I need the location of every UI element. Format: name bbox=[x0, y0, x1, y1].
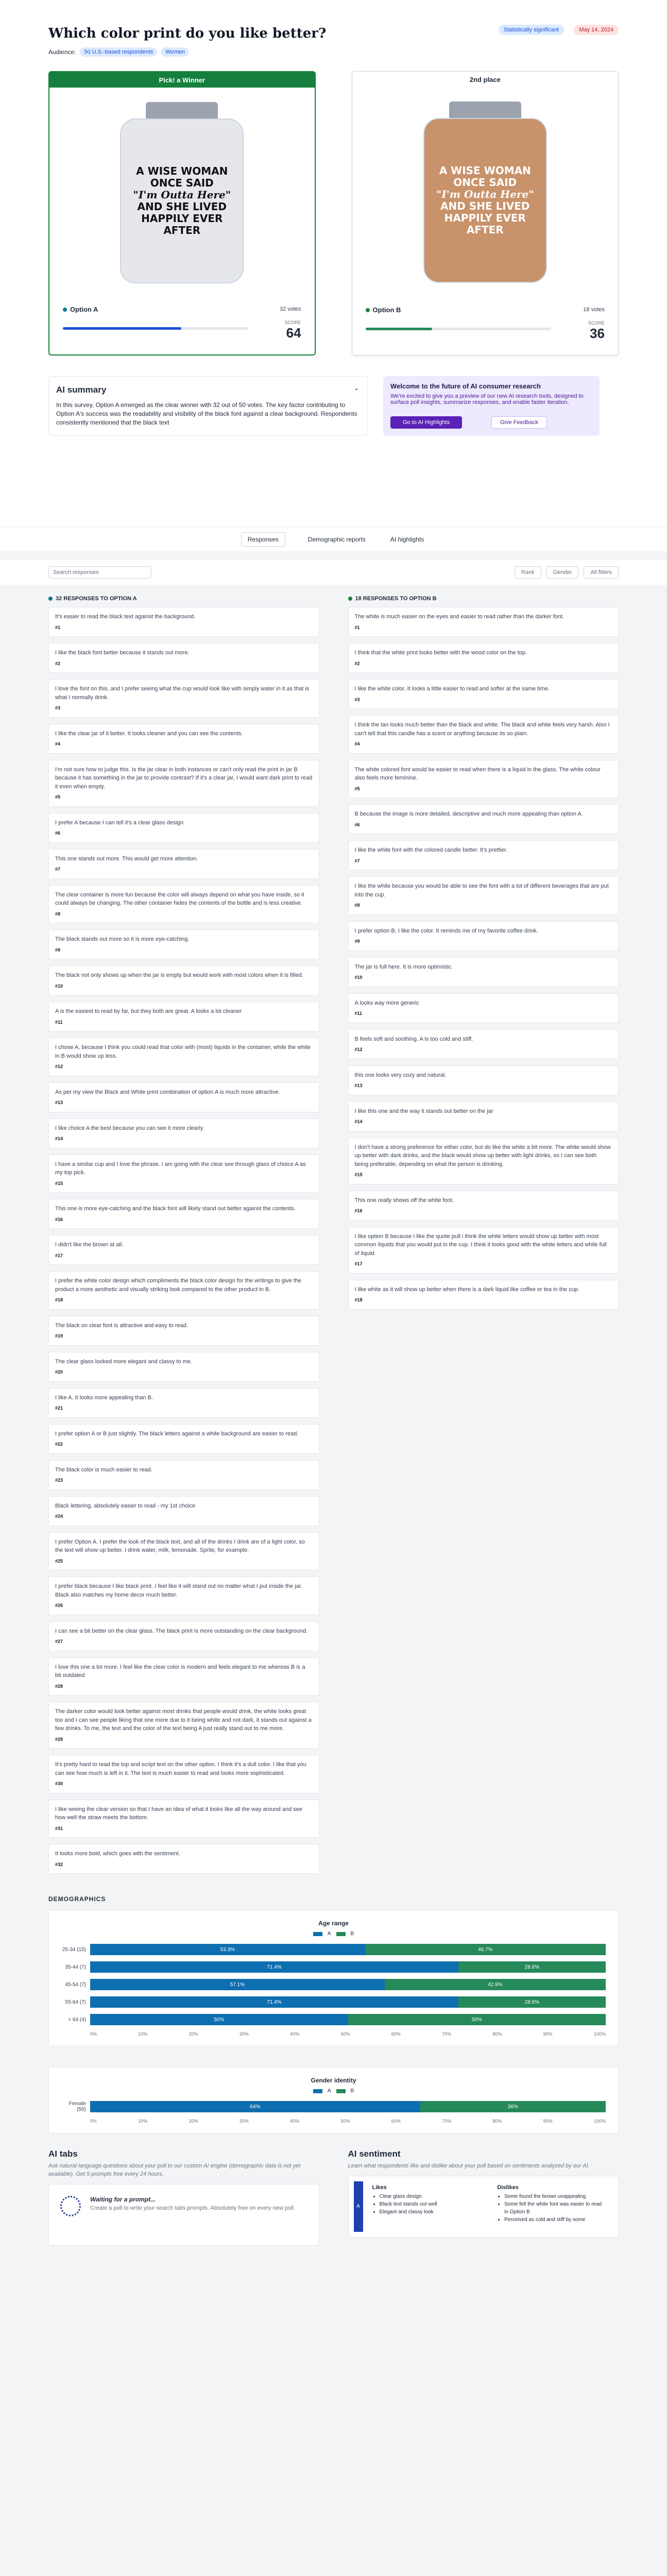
row-label: > 64 (4) bbox=[68, 2016, 86, 2023]
response-text: The black on clear font is attractive and easy to read. bbox=[55, 1322, 189, 1329]
response-card bbox=[348, 715, 619, 754]
axis-tick: 90% bbox=[543, 2031, 553, 2037]
option-b-card[interactable] bbox=[352, 71, 619, 355]
response-card bbox=[48, 760, 319, 807]
ai-sentiment-desc: Learn what respondents like and dislike about your poll based on sentiments analyzed by our AI. bbox=[348, 2163, 590, 2169]
response-text: A looks way more generic bbox=[354, 999, 419, 1006]
response-text: I like choice A the best because you can see it more clearly. bbox=[55, 1125, 204, 1131]
bar-a[interactable]: 64% bbox=[90, 2101, 420, 2112]
promo-title: Welcome to the future of AI consumer research bbox=[390, 382, 541, 390]
ai-tabs-title: AI tabs bbox=[48, 2149, 78, 2159]
option-b-bar bbox=[366, 328, 551, 330]
response-rank: #12 bbox=[354, 1047, 363, 1052]
response-card bbox=[48, 965, 319, 995]
chart-row bbox=[61, 2101, 606, 2112]
response-card bbox=[348, 643, 619, 673]
response-rank: #16 bbox=[55, 1216, 63, 1222]
response-rank: #17 bbox=[354, 1261, 363, 1266]
responses-b-title: 18 RESPONSES TO OPTION B bbox=[348, 596, 619, 602]
response-rank: #3 bbox=[55, 705, 61, 710]
bar-track bbox=[90, 1996, 606, 2008]
chart-axis bbox=[90, 2031, 606, 2037]
response-text: I love the font on this, and I prefer seeing what the cup would look like with simply water in it as that is what I normally drink. bbox=[55, 686, 310, 701]
response-card bbox=[48, 1844, 319, 1874]
bar-track bbox=[90, 2014, 606, 2025]
response-rank: #8 bbox=[55, 911, 61, 917]
axis-tick: 50% bbox=[340, 2119, 350, 2124]
filter-bar bbox=[0, 560, 667, 585]
response-rank: #3 bbox=[354, 697, 360, 702]
response-rank: #29 bbox=[55, 1736, 63, 1742]
bar-track bbox=[90, 1944, 606, 1955]
response-text: The black color is much easier to read. bbox=[55, 1466, 152, 1473]
bar-track bbox=[90, 1961, 606, 1973]
response-card bbox=[48, 1388, 319, 1418]
response-rank: #22 bbox=[55, 1442, 63, 1447]
ai-summary-text: In this survey, Option A emerged as the clear winner with 32 out of 50 votes. The key factor contributing to Option A's success was the readability and visibility of the black font against a clear background. Respondents consistently mentioned that the black text bbox=[56, 401, 357, 427]
tab-responses[interactable]: Responses bbox=[241, 532, 285, 547]
response-card bbox=[348, 957, 619, 987]
row-label: 45-54 (7) bbox=[65, 1981, 86, 1988]
dislikes-list: Dislikes • Some found the brown unappealing • Some felt the white font was easier to read in Option B • Perceived as cold and stiff by some bbox=[488, 2181, 613, 2232]
ai-tabs-panel bbox=[48, 2149, 319, 2246]
ai-row bbox=[48, 376, 619, 436]
option-a-bar-fill bbox=[63, 327, 181, 330]
response-card bbox=[348, 607, 619, 637]
gender-select[interactable]: Gender bbox=[546, 566, 579, 579]
waiting-text: Waiting for a prompt... bbox=[90, 2195, 156, 2203]
axis-tick: 90% bbox=[543, 2119, 553, 2124]
chevron-down-icon[interactable]: ⌄ bbox=[353, 384, 359, 392]
response-card bbox=[348, 1101, 619, 1131]
row-label: 35-44 (7) bbox=[65, 1964, 86, 1970]
response-card bbox=[48, 1002, 319, 1031]
response-rank: #26 bbox=[55, 1603, 63, 1608]
second-header: 2nd place bbox=[469, 75, 501, 83]
response-rank: #14 bbox=[354, 1119, 363, 1124]
sentiment-box bbox=[348, 2176, 619, 2238]
all-filters-button[interactable]: All filters bbox=[584, 566, 619, 579]
row-label: 25-34 (15) bbox=[62, 1946, 86, 1953]
axis-tick: 40% bbox=[290, 2119, 300, 2124]
bar-b[interactable]: 36% bbox=[420, 2101, 606, 2112]
response-rank: #6 bbox=[354, 822, 360, 827]
response-rank: #2 bbox=[354, 660, 360, 666]
axis-tick: 10% bbox=[138, 2119, 148, 2124]
jar-print: A WISE WOMAN ONCE SAID "I'm Outta Here" AND SHE LIVED HAPPILY EVER AFTER bbox=[423, 118, 547, 283]
response-text: It looks more bold, which goes with the sentiment. bbox=[55, 1851, 180, 1857]
demographics-section bbox=[0, 1895, 667, 2133]
response-text: The black not only shows up when the jar is empty but would work with most colors when it is filled. bbox=[55, 972, 303, 978]
option-a-votes: 32 votes bbox=[279, 306, 301, 312]
response-rank: #2 bbox=[55, 660, 61, 666]
response-rank: #16 bbox=[354, 1208, 363, 1213]
response-card bbox=[348, 1280, 619, 1310]
chart-row bbox=[61, 1979, 606, 1990]
response-rank: #9 bbox=[354, 939, 360, 944]
response-rank: #12 bbox=[55, 1064, 63, 1069]
response-rank: #30 bbox=[55, 1781, 63, 1786]
response-text: I prefer option A or B just slightly. The black letters against a white background are easier to read. bbox=[55, 1430, 299, 1437]
row-label: 55-64 (7) bbox=[65, 1999, 86, 2005]
likes-list: Likes • Clear glass design • Black text stands out well • Elegant and classy look bbox=[363, 2181, 488, 2232]
response-card bbox=[48, 885, 319, 924]
sentiment-option-label: A bbox=[354, 2181, 363, 2232]
option-b-label: Option B bbox=[366, 306, 401, 314]
response-card bbox=[48, 679, 319, 718]
response-card bbox=[48, 813, 319, 843]
response-rank: #11 bbox=[55, 1019, 63, 1025]
gender-chart bbox=[48, 2067, 619, 2133]
response-text: Black lettering, absolutely easier to read - my 1st choice bbox=[55, 1502, 196, 1509]
response-card bbox=[48, 1460, 319, 1490]
jar-lid bbox=[146, 102, 218, 121]
spinner-icon bbox=[60, 2196, 81, 2216]
response-text: As per my view the Black and White print combination of option A is much more attractive. bbox=[55, 1089, 280, 1095]
tab-bar bbox=[0, 527, 667, 551]
audience-tag[interactable]: Women bbox=[161, 47, 189, 57]
response-card bbox=[48, 1702, 319, 1749]
response-card bbox=[48, 1118, 319, 1148]
response-rank: #18 bbox=[354, 1297, 363, 1302]
response-rank: #31 bbox=[55, 1825, 63, 1831]
option-dot-icon bbox=[366, 308, 370, 312]
response-card bbox=[48, 929, 319, 959]
response-text: I think that the white print looks better with the wood color on the top. bbox=[354, 650, 527, 656]
response-text: This one stands out more. This would get more attention. bbox=[55, 855, 198, 862]
response-card bbox=[48, 1657, 319, 1696]
response-card bbox=[348, 876, 619, 915]
response-card bbox=[48, 643, 319, 673]
response-rank: #6 bbox=[55, 831, 61, 836]
bar-track bbox=[90, 1979, 606, 1990]
bar-b[interactable]: 42.9% bbox=[385, 1979, 606, 1990]
response-text: I don't have a strong preference for either color, but do like the white a bit more. The white would show up better with dark drinks, and the black would show up better with light drinks, so I can see both being preferable, depending on what the person is drinking. bbox=[354, 1144, 611, 1167]
axis-tick: 70% bbox=[442, 2119, 452, 2124]
page-title: Which color print do you like better? bbox=[48, 26, 327, 41]
response-rank: #10 bbox=[354, 975, 363, 980]
response-card bbox=[348, 993, 619, 1023]
response-card bbox=[348, 840, 619, 870]
ai-promo bbox=[383, 376, 600, 436]
response-card bbox=[348, 1138, 619, 1184]
audience-pill[interactable]: 50 U.S.-based respondents bbox=[80, 47, 157, 57]
response-text: I prefer the white color design which compliments the black color design for the writings to give the product a more aesthetic and visually striking look compared to the other product in B. bbox=[55, 1278, 302, 1293]
option-cards bbox=[48, 71, 619, 355]
bar-b[interactable]: 46.7% bbox=[365, 1944, 606, 1955]
response-rank: #11 bbox=[354, 1011, 363, 1016]
responses-section bbox=[0, 596, 667, 1880]
response-rank: #14 bbox=[55, 1136, 63, 1141]
response-text: I like option B because I like the quote pull i think the white letters would show up better with most common liquids that you would put in the cup. I think it looks good with the white letters and while full of liquid. bbox=[354, 1233, 607, 1257]
responses-a bbox=[48, 596, 319, 1880]
response-text: I like white as it will show up better when there is a dark liquid like coffee or tea in the cup. bbox=[354, 1286, 579, 1293]
axis-tick: 20% bbox=[189, 2119, 198, 2124]
bar-a[interactable]: 71.4% bbox=[90, 1961, 458, 1973]
response-card bbox=[48, 1271, 319, 1310]
bar-b[interactable]: 50% bbox=[348, 2014, 606, 2025]
response-text: I like this one and the way it stands out better on the jar bbox=[354, 1108, 493, 1114]
response-rank: #23 bbox=[55, 1478, 63, 1483]
response-text: I like the white font with the colored candle better. It's prettier. bbox=[354, 847, 508, 853]
response-rank: #4 bbox=[354, 741, 360, 747]
demographics-title: DEMOGRAPHICS bbox=[48, 1895, 106, 1903]
response-card bbox=[48, 1199, 319, 1229]
axis-tick: 80% bbox=[492, 2031, 502, 2037]
bar-b[interactable]: 28.6% bbox=[458, 1996, 606, 2008]
response-text: I like seeing the clear version so that I have an idea of what it looks like all the way around and see how well the straw meets the bottom. bbox=[55, 1806, 303, 1821]
bar-b[interactable]: 28.6% bbox=[458, 1961, 606, 1973]
response-card bbox=[48, 1496, 319, 1526]
response-text: I have a similar cup and I love the phrase. I am going with the clear see through glass of choice A as my top pick. bbox=[55, 1161, 306, 1176]
response-rank: #4 bbox=[55, 741, 61, 747]
chart-legend: A B bbox=[61, 2088, 606, 2094]
response-text: I like the white because you would be able to see the font with a lot of different beverages that are put into the cup. bbox=[354, 883, 609, 898]
response-rank: #7 bbox=[354, 858, 360, 863]
gender-chart-title: Gender identity bbox=[311, 2077, 356, 2084]
response-card bbox=[48, 1038, 319, 1076]
response-text: I like the clear jar of it better. It looks cleaner and you can see the contents. bbox=[55, 730, 243, 737]
response-text: I think the tan looks much better than the black and white. The black and white feels very harsh. Also I can't tell that this candle has a scent or anything because its so plain. bbox=[354, 722, 610, 737]
axis-tick: 70% bbox=[442, 2031, 452, 2037]
option-a-image[interactable] bbox=[79, 93, 285, 289]
jar-lid bbox=[449, 101, 521, 120]
option-a-label: Option A bbox=[63, 306, 98, 313]
response-text: It's easier to read the black text against the background. bbox=[55, 614, 196, 620]
jar-print: A WISE WOMAN ONCE SAID "I'm Outta Here" AND SHE LIVED HAPPILY EVER AFTER bbox=[120, 118, 244, 283]
option-b-image[interactable] bbox=[382, 92, 588, 288]
option-b-score: SCORE 36 bbox=[588, 320, 605, 341]
response-rank: #17 bbox=[55, 1252, 63, 1258]
response-rank: #25 bbox=[55, 1558, 63, 1564]
axis-tick: 50% bbox=[340, 2031, 350, 2037]
row-label: Female (50) bbox=[69, 2101, 86, 2112]
response-text: B because the image is more detailed, descriptive and much more appealing than option A. bbox=[354, 811, 583, 817]
response-card bbox=[48, 1621, 319, 1651]
ai-summary-title: AI summary bbox=[56, 385, 107, 395]
chart-legend: A B bbox=[61, 1931, 606, 1937]
axis-tick: 60% bbox=[391, 2119, 401, 2124]
promo-text: We're excited to give you a preview of our new AI research tools, designed to surface poll insights, summarize responses, and enable faster iteration. bbox=[390, 393, 584, 405]
response-text: I prefer A because I can tell it's a clear glass design. bbox=[55, 819, 185, 826]
axis-tick: 20% bbox=[189, 2031, 198, 2037]
chart-row bbox=[61, 2014, 606, 2025]
response-text: The darker color would look better against most drinks that people would drink, the white looks great too and I can see people liking that one more due to it being white and not dark, it stands out against a few drinks. To me, the text and the color of the text being A just really stand out to me more. bbox=[55, 1708, 312, 1732]
response-rank: #15 bbox=[55, 1180, 63, 1186]
response-rank: #13 bbox=[354, 1083, 363, 1088]
audience-label: Audience: bbox=[48, 48, 76, 56]
search-input[interactable]: Search responses bbox=[48, 566, 151, 579]
response-rank: #19 bbox=[55, 1333, 63, 1338]
response-text: A is the easiest to read by far, but they both are great. A looks a lot cleaner bbox=[55, 1008, 242, 1014]
bar-a[interactable]: 53.3% bbox=[90, 1944, 365, 1955]
audience-row bbox=[48, 47, 619, 57]
ai-tabs-desc: Ask natural language questions about your poll to our custom AI engine (demographic data is not yet available). Get 5 prompts free every 24 hours. bbox=[48, 2163, 301, 2177]
response-text: B feels soft and soothing. A is too cold and stiff. bbox=[354, 1036, 473, 1042]
option-dot-icon bbox=[48, 597, 53, 601]
chart-row bbox=[61, 1961, 606, 1973]
response-text: I love this one a lot more. I feel like the clear color is modern and feels elegant to me whereas B is a bit outdated bbox=[55, 1664, 305, 1679]
response-card bbox=[48, 1082, 319, 1112]
option-dot-icon bbox=[63, 308, 67, 312]
axis-tick: 40% bbox=[290, 2031, 300, 2037]
chart-row bbox=[61, 1996, 606, 2008]
response-card bbox=[348, 1227, 619, 1274]
axis-tick: 30% bbox=[239, 2031, 249, 2037]
option-b-votes: 18 votes bbox=[583, 307, 605, 313]
waiting-sub: Create a poll to write your search tabs prompts. Absolutely free on every new poll. bbox=[90, 2205, 296, 2211]
response-rank: #13 bbox=[55, 1100, 63, 1105]
axis-tick: 0% bbox=[90, 2119, 97, 2124]
response-text: It's pretty hard to read the top and script text on the other option. I think it's a dull color. I like that you can see how much is left in it. The text is much easier to read and looks more sophisticated. bbox=[55, 1761, 306, 1776]
response-card bbox=[48, 1316, 319, 1346]
sort-select[interactable]: Rank bbox=[515, 566, 541, 579]
axis-tick: 0% bbox=[90, 2031, 97, 2037]
response-text: I like the white color. It looks a little easier to read and softer at the same time. bbox=[354, 686, 550, 692]
option-a-bar bbox=[63, 327, 248, 330]
ai-bottom-section bbox=[0, 2149, 667, 2246]
response-rank: #9 bbox=[55, 947, 61, 953]
response-card bbox=[348, 921, 619, 951]
ai-summary bbox=[48, 376, 368, 436]
axis-tick: 60% bbox=[391, 2031, 401, 2037]
axis-tick: 10% bbox=[138, 2031, 148, 2037]
ai-sentiment-panel bbox=[348, 2149, 619, 2246]
response-text: This one is more eye-catching and the black font will likely stand out better against the contents. bbox=[55, 1206, 296, 1212]
axis-tick: 100% bbox=[593, 2119, 606, 2124]
response-card bbox=[348, 1191, 619, 1221]
option-a-card[interactable] bbox=[48, 71, 316, 355]
response-text: I chose A, because I think you could read that color with (most) liquids in the container, while the white in B would show up less. bbox=[55, 1044, 311, 1059]
response-rank: #10 bbox=[55, 983, 63, 989]
bar-a[interactable]: 57.1% bbox=[90, 1979, 385, 1990]
response-rank: #28 bbox=[55, 1683, 63, 1689]
response-text: I prefer option B. I like the color. It reminds me of my favorite coffee drink. bbox=[354, 927, 538, 934]
response-rank: #1 bbox=[55, 624, 61, 630]
response-text: I prefer Option A. I prefer the look of the black text, and all of the drinks I drink are of a light color, so the text will show up better. I drink water, milk, lemonade, Sprite, for example. bbox=[55, 1538, 305, 1553]
chart-axis bbox=[90, 2119, 606, 2124]
age-chart bbox=[48, 1910, 619, 2046]
prompt-box[interactable] bbox=[48, 2184, 319, 2246]
response-text: This one really shows off the white font. bbox=[354, 1197, 454, 1204]
response-text: I can see a bit better on the clear glass. The black print is more outstanding on the clear background. bbox=[55, 1628, 308, 1634]
response-card bbox=[48, 1800, 319, 1838]
age-chart-title: Age range bbox=[318, 1920, 349, 1927]
response-card bbox=[48, 1155, 319, 1193]
option-b-bar-fill bbox=[366, 328, 433, 330]
response-rank: #27 bbox=[55, 1639, 63, 1644]
response-rank: #8 bbox=[354, 903, 360, 908]
tab-demographics[interactable]: Demographic reports bbox=[307, 535, 366, 543]
response-card bbox=[48, 1235, 319, 1265]
bar-a[interactable]: 50% bbox=[90, 2014, 348, 2025]
response-rank: #1 bbox=[354, 624, 360, 630]
response-card bbox=[348, 1065, 619, 1095]
axis-tick: 80% bbox=[492, 2119, 502, 2124]
response-card bbox=[48, 1532, 319, 1571]
bar-track bbox=[90, 2101, 606, 2112]
ai-sentiment-title: AI sentiment bbox=[348, 2149, 401, 2159]
response-rank: #20 bbox=[55, 1369, 63, 1375]
bar-a[interactable]: 71.4% bbox=[90, 1996, 458, 2008]
response-rank: #24 bbox=[55, 1514, 63, 1519]
response-text: I'm not sure how to judge this. Is the jar clear in both instances or can't only read the print in jar B because it has something in the jar to provide contrast? If it's a clear jar, I would want dark print to read it even when empty. bbox=[55, 766, 313, 790]
response-rank: #5 bbox=[55, 794, 61, 800]
response-rank: #18 bbox=[55, 1297, 63, 1302]
feedback-button[interactable]: Give Feedback bbox=[491, 416, 547, 429]
response-card bbox=[348, 679, 619, 709]
response-text: The black stands out more so it is more eye-catching. bbox=[55, 936, 190, 942]
response-card bbox=[48, 1424, 319, 1454]
response-rank: #7 bbox=[55, 867, 61, 872]
response-card bbox=[48, 849, 319, 879]
option-dot-icon bbox=[348, 597, 352, 601]
responses-b bbox=[348, 596, 619, 1880]
response-text: I prefer black because I like black print. I feel like it will stand out no matter what I put inside the jar. Black also matches my home decor much better. bbox=[55, 1583, 302, 1598]
response-rank: #21 bbox=[55, 1405, 63, 1411]
response-card bbox=[348, 804, 619, 834]
response-rank: #15 bbox=[354, 1172, 363, 1177]
response-rank: #5 bbox=[354, 786, 360, 791]
response-text: I like the black font better because it stands out more. bbox=[55, 650, 190, 656]
response-text: The clear glass looked more elegant and classy to me. bbox=[55, 1358, 192, 1365]
response-text: I like A. It looks more appealing than B. bbox=[55, 1394, 153, 1401]
response-text: The jar is full here. It is more optimistic. bbox=[354, 963, 453, 970]
chart-row bbox=[61, 1944, 606, 1955]
response-text: this one looks very cozy and natural. bbox=[354, 1072, 447, 1078]
header-section bbox=[0, 0, 667, 551]
response-card bbox=[48, 1577, 319, 1615]
axis-tick: 100% bbox=[593, 2031, 606, 2037]
date-badge: May 14, 2024 bbox=[574, 25, 619, 35]
response-text: The clear container is more fun because the color will always depend on what you have inside, so it could always be changing. The other container hides the contents of the bottle and is less creative. bbox=[55, 891, 304, 906]
responses-a-title: 32 RESPONSES TO OPTION A bbox=[48, 596, 319, 602]
option-a-score: SCORE 64 bbox=[284, 320, 301, 341]
response-card bbox=[348, 760, 619, 799]
axis-tick: 30% bbox=[239, 2119, 249, 2124]
response-text: I didn't like the brown at all. bbox=[55, 1242, 124, 1248]
response-card bbox=[48, 1352, 319, 1382]
response-card bbox=[48, 607, 319, 637]
response-card bbox=[48, 724, 319, 754]
winner-header: Pick! a Winner bbox=[49, 72, 315, 88]
response-text: The white colored font would be easier to read when there is a liquid in the glass. The white colour also feels more feminine. bbox=[354, 766, 601, 781]
tab-ai-highlights[interactable]: AI highlights bbox=[390, 535, 424, 543]
response-text: The white is much easier on the eyes and easier to read rather than the darker font. bbox=[354, 614, 565, 620]
significance-badge: Statistically significant bbox=[499, 25, 564, 35]
response-card bbox=[348, 1029, 619, 1059]
highlights-button[interactable]: Go to AI Highlights bbox=[390, 416, 462, 429]
response-rank: #32 bbox=[55, 1861, 63, 1867]
response-card bbox=[48, 1755, 319, 1793]
